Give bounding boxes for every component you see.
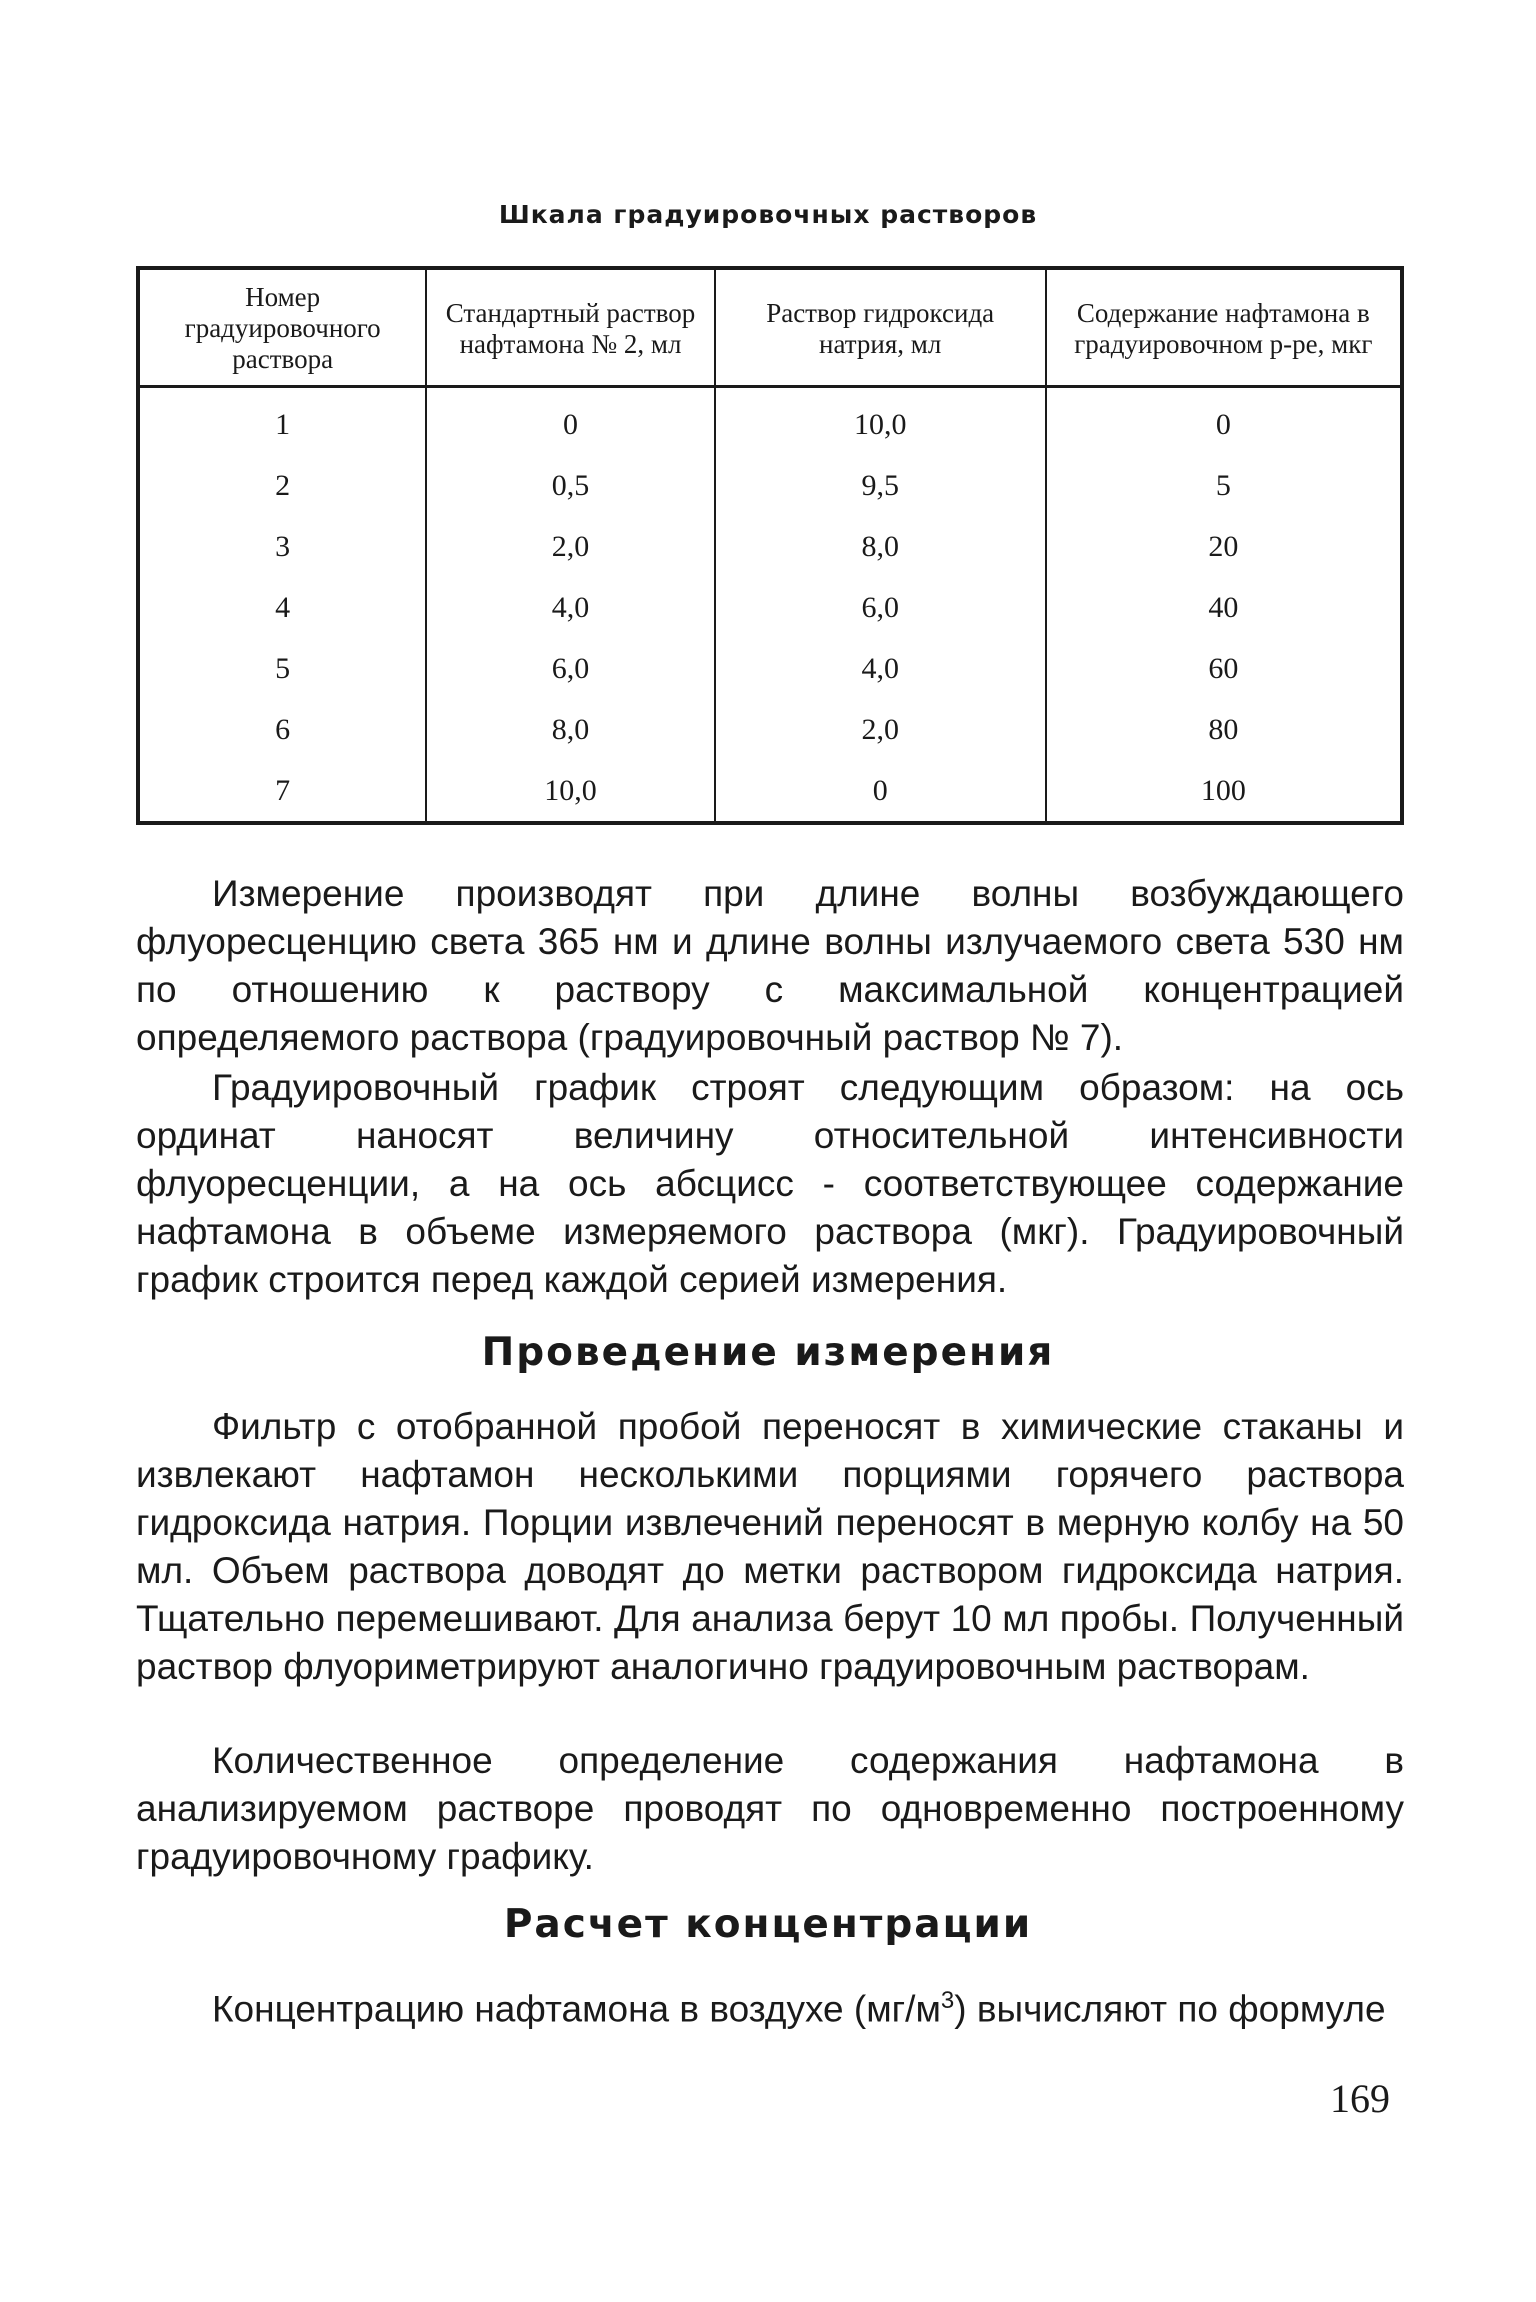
table-cell: 60: [1208, 651, 1239, 685]
table-cell: 2: [138, 455, 426, 516]
table-cell: 1: [138, 387, 426, 456]
table-cell: 2,0: [715, 699, 1046, 760]
table-cell: 9,5: [715, 455, 1046, 516]
table-row: [138, 699, 1402, 760]
header-naphthamon-content: Содержание нафтамона в градуировочном р-ре, мкг: [1046, 268, 1402, 387]
table-cell: 10,0: [715, 387, 1046, 456]
table-cell: 10,0: [426, 760, 714, 823]
table-cell: 4,0: [426, 577, 714, 638]
paragraph-concentration-formula: [136, 1977, 1404, 2033]
table-row: [138, 577, 1402, 638]
table-cell: 40: [1208, 590, 1239, 624]
table-row: [138, 387, 1402, 456]
paragraph-quantitative: Количественное определение содержания нафтамона в анализируемом растворе проводят по одновременно построенному градуировочному графику.: [136, 1740, 1404, 1877]
header-sodium-hydroxide: Раствор гидроксида натрия, мл: [715, 268, 1046, 387]
table-caption: Шкала градуировочных растворов: [498, 200, 1038, 229]
formula-text-after: ) вычисляют по формуле: [954, 1988, 1386, 2030]
table-cell: 3: [138, 516, 426, 577]
table-cell: 5: [138, 638, 426, 699]
paragraph-procedure: Фильтр с отобранной пробой переносят в химические стаканы и извлекают нафтамон несколькими порциями горячего раствора гидроксида натрия. Порции извлечений переносят в мерную колбу на 50 мл. Объем раствора доводят до метки раствором гидроксида натрия. Тщательно перемешивают. Для анализа берут 10 мл пробы. Полученный раствор флуориметрируют аналогично градуировочным растворам.: [136, 1406, 1404, 1687]
table-cell: 80: [1208, 712, 1239, 746]
heading-concentration-calculation: Расчет концентрации: [503, 1902, 1033, 1947]
table-cell: 4,0: [715, 638, 1046, 699]
table-cell: 4: [138, 577, 426, 638]
table-cell: 100: [1200, 773, 1246, 807]
table-row: [138, 760, 1402, 823]
paragraph-calibration-graph: Градуировочный график строят следующим образом: на ось ординат наносят величину относительной интенсивности флуоресценции, а на ось абсцисс - соответствующее содержание нафтамона в объеме измеряемого раствора (мкг). Градуировочный график строится перед каждой серией измерения.: [136, 1067, 1404, 1300]
table-header-row: [138, 268, 1402, 387]
table-cell: 8,0: [715, 516, 1046, 577]
table-cell: 2,0: [426, 516, 714, 577]
table-cell: 6,0: [426, 638, 714, 699]
paragraph-measurement: Измерение производят при длине волны возбуждающего флуоресценцию света 365 нм и длине волны излучаемого света 530 нм по отношению к раствору с максимальной концентрацией определяемого раствора (градуировочный раствор № 7).: [136, 873, 1404, 1058]
calibration-table: [136, 266, 1404, 825]
table-cell: 0,5: [426, 455, 714, 516]
formula-superscript: 3: [940, 1987, 955, 2014]
heading-measurement-procedure: Проведение измерения: [481, 1330, 1055, 1375]
table-row: [138, 638, 1402, 699]
formula-text-before: Концентрацию нафтамона в воздухе (мг/м: [212, 1988, 941, 2030]
table-cell: 8,0: [426, 699, 714, 760]
table-cell: 5: [1215, 468, 1231, 502]
table-cell: 6,0: [715, 577, 1046, 638]
table-row: [138, 516, 1402, 577]
table-cell: 7: [138, 760, 426, 823]
table-row: [138, 455, 1402, 516]
table-cell: 20: [1208, 529, 1239, 563]
table-cell: 0: [426, 387, 714, 456]
header-solution-number: Номер градуировочного раствора: [138, 268, 426, 387]
header-standard-solution: Стандартный раствор нафтамона № 2, мл: [426, 268, 714, 387]
table-cell: 0: [1215, 407, 1231, 441]
table-cell: 6: [138, 699, 426, 760]
page-number: 169: [1330, 2076, 1390, 2121]
table-cell: 0: [715, 760, 1046, 823]
